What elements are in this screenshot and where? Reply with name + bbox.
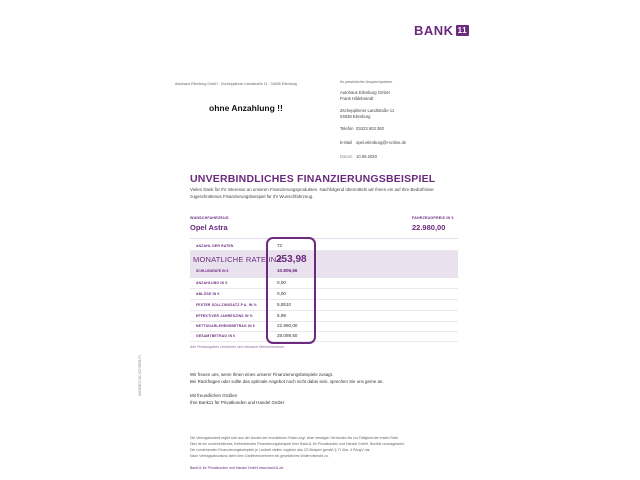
vat-note: Alle Preisangaben verstehen sich inklusive Mehrwertsteuer. bbox=[190, 345, 285, 349]
row-value: 5,99 bbox=[277, 313, 286, 318]
monthly-rate-value: 253,98 bbox=[276, 254, 307, 265]
row-label: EFFEKTIVER JAHRESZINS IN % bbox=[196, 314, 254, 318]
finance-table bbox=[190, 241, 458, 341]
bank11-logo bbox=[414, 23, 469, 38]
row-label: ANZAHLUNG IN € bbox=[196, 281, 228, 285]
table-row bbox=[190, 300, 458, 311]
table-row bbox=[190, 289, 458, 300]
contact-phone-label: Telefon bbox=[340, 126, 354, 131]
contact-person: Frank Hildebrandt bbox=[340, 96, 374, 101]
closing-line-1: Wir freuen uns, wenn Ihnen eines unserer Finanzierungsbeispiele zusagt. bbox=[190, 372, 334, 377]
sender-line: Autohaus Eilenburg GmbH · Zschepplinner Landstraße 11 · 04838 Eilenburg bbox=[175, 82, 297, 86]
rates-value: 72 bbox=[277, 243, 283, 248]
rates-label: ANZAHL DER RATEN bbox=[196, 244, 234, 248]
contact-company: Autohaus Eilenburg GmbH bbox=[340, 90, 390, 95]
footer-line-2: Dies ist ein unverbindliches, freibleibendes Finanzierungsbeispiel Ihrer Bank11 für Privatkunden und Handel GmbH. Bonität vorausgesetzt. bbox=[190, 442, 405, 446]
vehicle-price: 22.980,00 bbox=[412, 223, 446, 232]
contact-header: Ihr persönlicher Ansprechpartner bbox=[340, 80, 393, 84]
logo-badge: 11 bbox=[457, 26, 468, 35]
footer-line-1: Die Vertragslaufzeit ergibt sich aus der Anzahl der monatlichen Raten zzgl. einer etwaigen Vertrauten bis zur Fälligkeit der ersten Rate. bbox=[190, 436, 399, 440]
contact-date-label: Datum bbox=[340, 154, 353, 159]
final-rate-value: 10.806,66 bbox=[277, 268, 298, 273]
row-value: 0,00 bbox=[277, 280, 286, 285]
logo-text: BANK bbox=[414, 23, 454, 38]
row-value: 28.089,50 bbox=[277, 333, 298, 338]
contact-phone: 03423 603 360 bbox=[356, 126, 384, 131]
document-title: UNVERBINDLICHES FINANZIERUNGSBEISPIEL bbox=[190, 173, 436, 185]
contact-street: Zschepplinner Landstraße 11 bbox=[340, 108, 395, 113]
row-label: FESTER SOLLZINSSATZ P.A. IN % bbox=[196, 303, 257, 307]
closing-line-2: Bei Rückfragen oder sollte das optimale Angebot noch nicht dabei sein, sprechen Sie uns gerne an. bbox=[190, 379, 384, 384]
row-value: 22.980,00 bbox=[277, 323, 298, 328]
side-document-code: ANGEBOT-BC-SCHREIB-F1 bbox=[138, 355, 142, 396]
table-row bbox=[190, 278, 458, 289]
row-value: 5,8510 bbox=[277, 302, 292, 307]
contact-city: 04838 Eilenburg bbox=[340, 114, 371, 119]
contact-date: 10.09.2020 bbox=[356, 154, 377, 159]
contact-email[interactable]: opel.eilenburg@t-online.de bbox=[356, 140, 407, 145]
monthly-rate-label: MONATLICHE RATE IN € bbox=[193, 255, 283, 264]
contact-email-label: E-Mail bbox=[340, 140, 352, 145]
vehicle-label: WUNSCHFAHRZEUG bbox=[190, 216, 229, 220]
intro-text: Vielen Dank für Ihr Interesse an unseren Finanzierungsprodukten. Nachfolgend übermitteln wir Ihnen ein auf Ihre Bedürfnisse zugeschnittenes Finanzierungsbeispiel für Ihr Wunschfahrzeug. bbox=[190, 187, 434, 199]
greeting: Mit freundlichen Grüßen bbox=[190, 393, 238, 398]
final-rate-label: SCHLUSSRATE IN € bbox=[196, 269, 229, 273]
vehicle-price-label: FAHRZEUGPREIS IN € bbox=[412, 216, 454, 220]
footer-line-3: Die vorstehenden Finanzierungsbeispiele je Laufzeit stellen zugleich das 2/3 Beispiel gemäß § 17 Abs. 4 PAngV dar. bbox=[190, 448, 371, 452]
signoff: Ihre Bank11 für Privatkunden und Handel GmbH bbox=[190, 400, 285, 405]
footer-company: Bank11 für Privatkunden und Handel GmbH www.bank11.de bbox=[190, 466, 284, 470]
row-label: ABLÖSE IN € bbox=[196, 292, 220, 296]
row-label: NETTODARLEHENSBETRAG IN € bbox=[196, 324, 256, 328]
divider bbox=[190, 238, 458, 239]
table-row-rates bbox=[190, 241, 458, 251]
row-label: GESAMTBETRAG IN € bbox=[196, 334, 236, 338]
highlight-frame bbox=[266, 237, 316, 344]
table-row bbox=[190, 331, 458, 342]
vehicle-name: Opel Astra bbox=[190, 223, 228, 232]
row-value: 0,00 bbox=[277, 291, 286, 296]
footer-line-4: Nach Vertragsabschluss steht dem Darlehensnehmen ein gesetzliches Widerrufsrecht zu. bbox=[190, 454, 329, 458]
promo-text: ohne Anzahlung !! bbox=[209, 103, 283, 113]
